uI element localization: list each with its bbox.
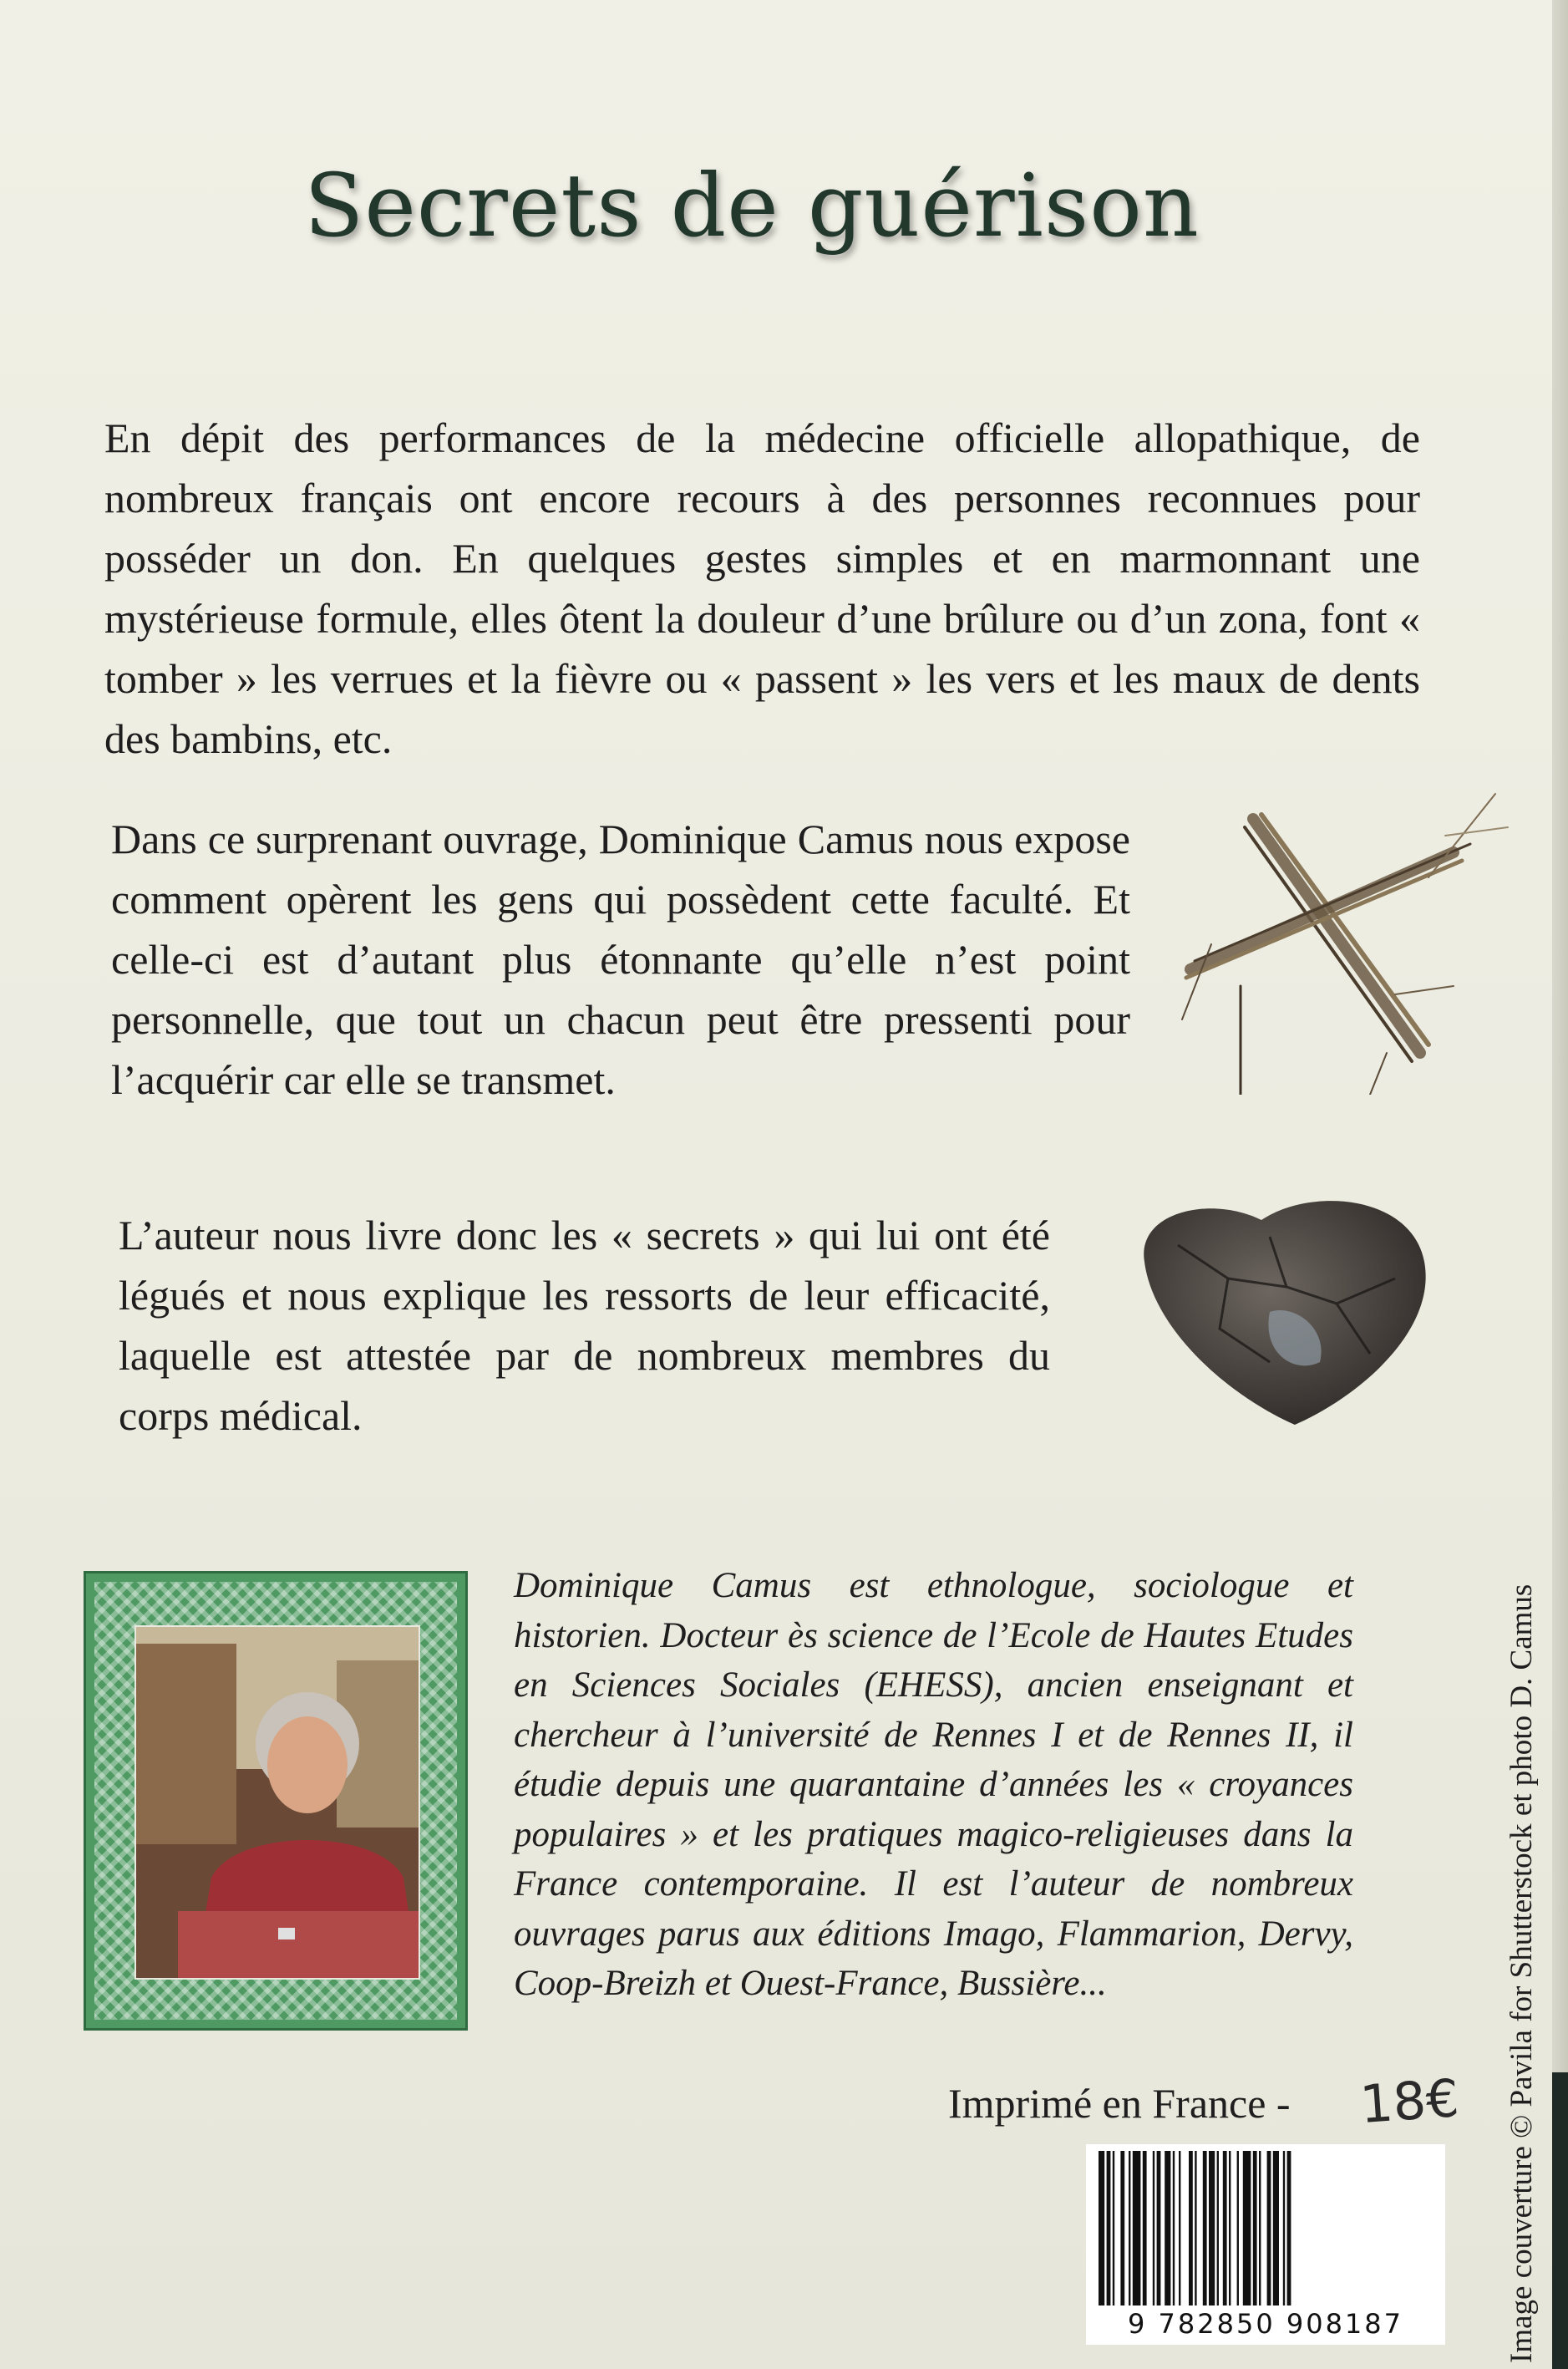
- heart-stone-icon: [1119, 1187, 1437, 1429]
- isbn-barcode: [1086, 2144, 1445, 2345]
- barcode-icon: [1099, 2151, 1433, 2305]
- author-portrait-icon: [136, 1627, 419, 1978]
- straw-cross-icon: [1178, 777, 1512, 1095]
- spine-edge: [1552, 0, 1568, 2369]
- isbn-number: 9 782850 908187: [1127, 2308, 1403, 2340]
- author-bio: Dominique Camus est ethnologue, sociologue et historien. Docteur ès science de l’Ecole de Hautes Etudes en Sciences Sociales (EHESS), ancien enseignant et chercheur à l’université de Rennes I et de Rennes II, il étudie depuis une quarantaine d’années les « croyances populaires » et les pratiques magico-religieuses dans la France contemporaine. Il est l’auteur de nombreux ouvrages parus aux éditions Imago, Flammarion, Dervy, Coop-Breizh et Ouest-France, Bussière...: [514, 1566, 1353, 2003]
- description-paragraph-1: En dépit des performances de la médecine officielle allopathique, de nombreux français ont encore recours à des personnes reconnues pour posséder un don. En quelques gestes simples et en marmonnant une mystérieuse formule, elles ôtent la douleur d’une brûlure ou d’un zona, font « tomber » les verrues et la fièvre ou « passent » les vers et les maux de dents des bambins, etc.: [104, 414, 1420, 762]
- dark-spine-edge: [1552, 2072, 1568, 2369]
- description-paragraph-2: Dans ce surprenant ouvrage, Dominique Camus nous expose comment opèrent les gens qui possèdent cette faculté. Et celle-ci est d’autant plus étonnante qu’elle n’est point personnelle, que tout un chacun peut être pressenti pour l’acquérir car elle se transmet.: [111, 816, 1130, 1103]
- author-photo-frame: [84, 1571, 468, 2031]
- printed-in-france: Imprimé en France -: [948, 2080, 1291, 2127]
- description-paragraph-3: L’auteur nous livre donc les « secrets » qui lui ont été légués et nous explique les ressorts de leur efficacité, laquelle est attestée par de nombreux membres du corps médical.: [119, 1212, 1050, 1439]
- image-credit: Image couverture © Pavila for Shutterstock et photo D. Camus: [1505, 1584, 1539, 2363]
- handwritten-price: 18€: [1357, 2067, 1461, 2136]
- author-photo: [134, 1625, 420, 1980]
- book-title: Secrets de guérison: [304, 155, 1200, 257]
